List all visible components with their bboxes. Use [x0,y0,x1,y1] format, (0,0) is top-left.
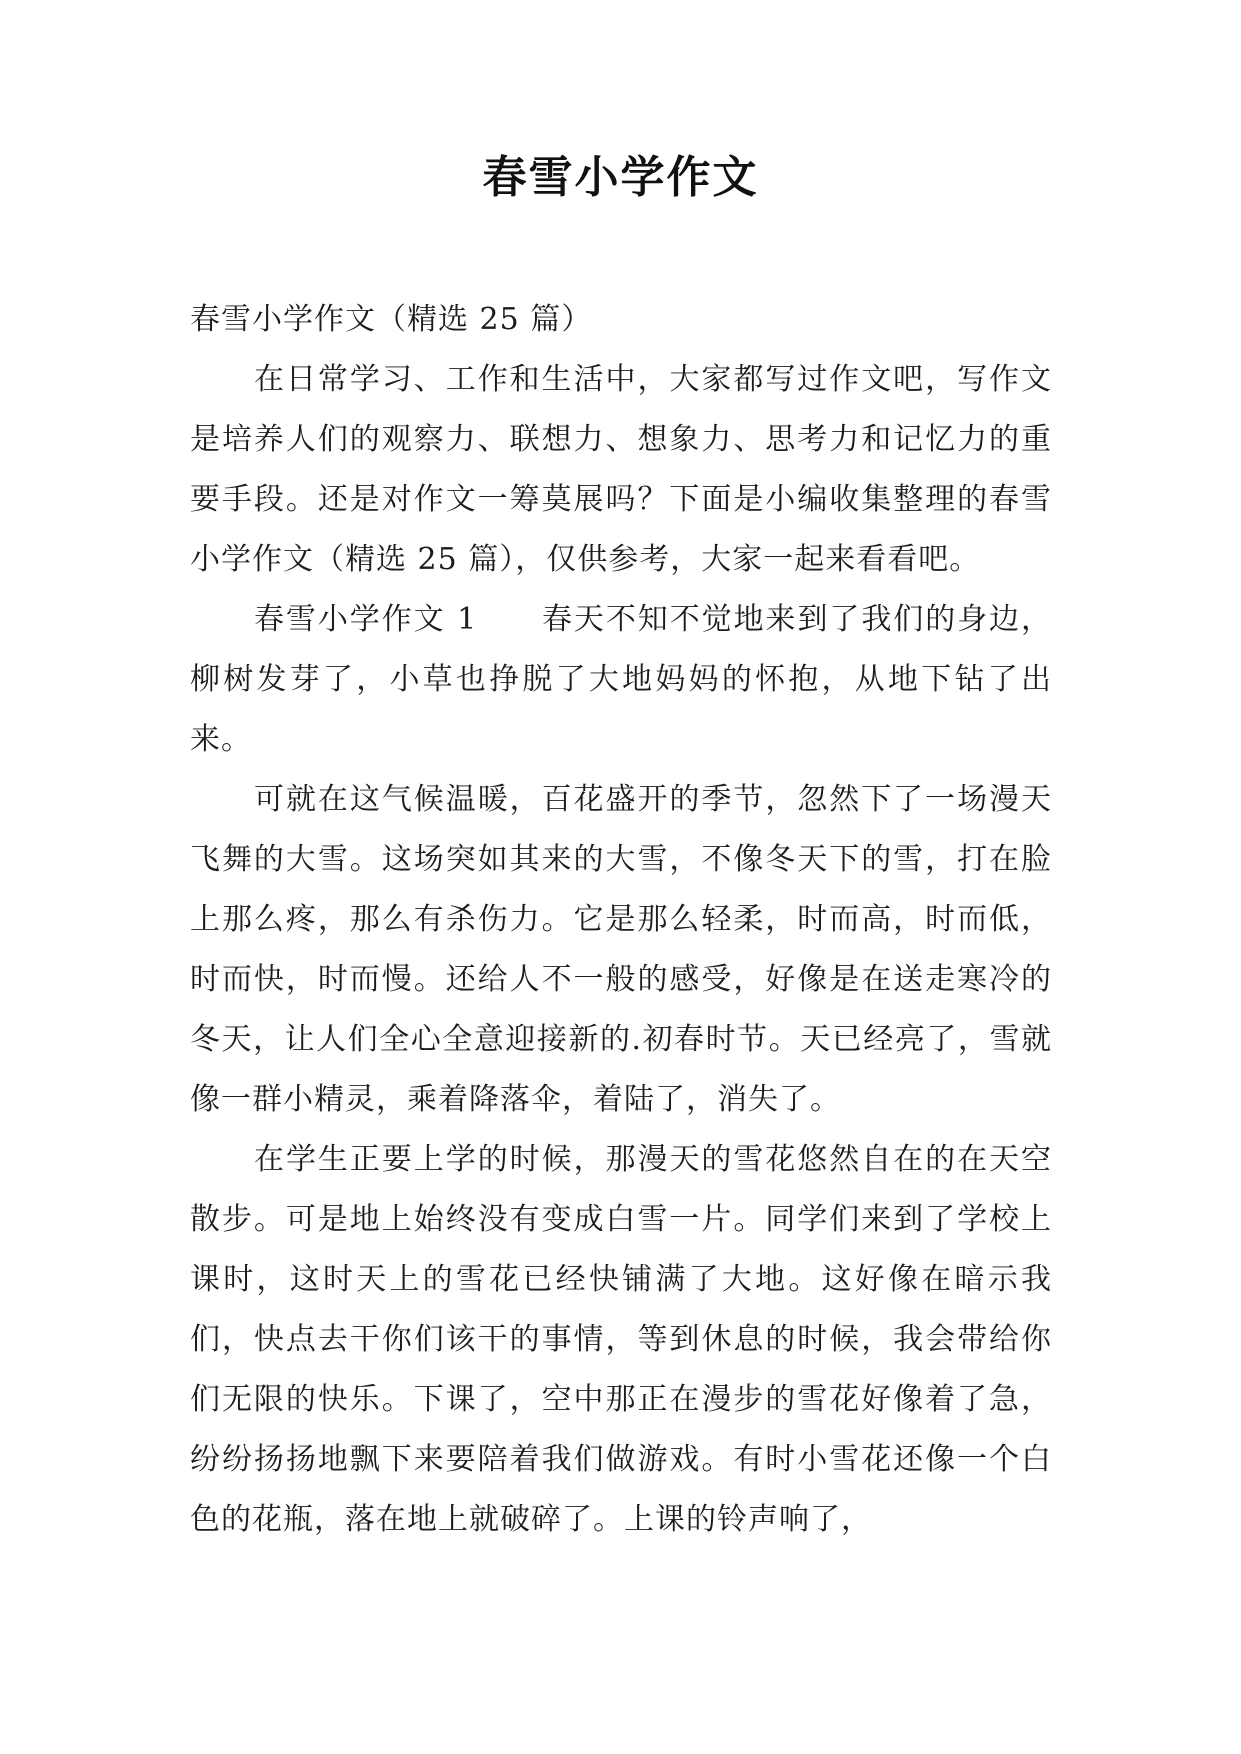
paragraph-essay1-opening: 春雪小学作文 1 春天不知不觉地来到了我们的身边，柳树发芽了，小草也挣脱了大地妈妈的怀抱，从地下钻了出来。 [190,602,1052,757]
paragraph-intro: 在日常学习、工作和生活中，大家都写过作文吧，写作文是培养人们的观察力、联想力、想象力、思考力和记忆力的重要手段。还是对作文一筹莫展吗？下面是小编收集整理的春雪小学作文（精选 25 篇），仅供参考，大家一起来看看吧。 [190,362,1052,577]
document-title: 春雪小学作文 [482,152,759,203]
document-subtitle: 春雪小学作文（精选 25 篇） [190,302,593,337]
document-body [190,290,1052,1550]
paragraph-spring-snow: 可就在这气候温暖，百花盛开的季节，忽然下了一场漫天飞舞的大雪。这场突如其来的大雪，不像冬天下的雪，打在脸上那么疼，那么有杀伤力。它是那么轻柔，时而高，时而低，时而快，时而慢。还给人不一般的感受，好像是在送走寒冷的冬天，让人们全心全意迎接新的.初春时节。天已经亮了，雪就像一群小精灵，乘着降落伞，着陆了，消失了。 [190,782,1052,1117]
paragraph-school-snow: 在学生正要上学的时候，那漫天的雪花悠然自在的在天空散步。可是地上始终没有变成白雪一片。同学们来到了学校上课时，这时天上的雪花已经快铺满了大地。这好像在暗示我们，快点去干你们该干的事情，等到休息的时候，我会带给你们无限的快乐。下课了，空中那正在漫步的雪花好像着了急，纷纷扬扬地飘下来要陪着我们做游戏。有时小雪花还像一个白色的花瓶，落在地上就破碎了。上课的铃声响了， [190,1142,1052,1537]
